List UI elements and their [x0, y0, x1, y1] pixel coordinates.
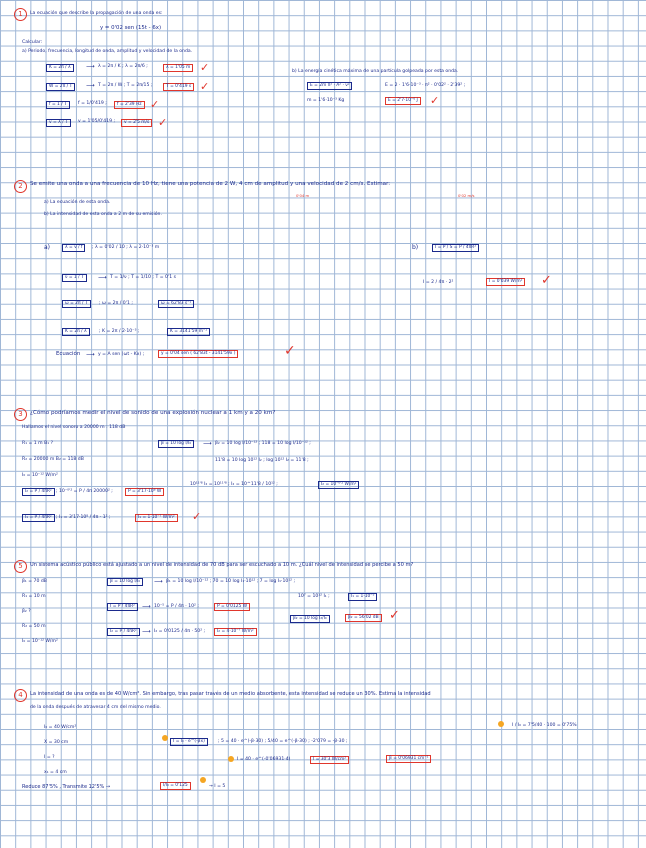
reduce-transmit-note: Reduce 87'5% , Transmite 12'5% →	[22, 784, 111, 790]
problem-3-number: 3	[14, 408, 27, 421]
problem-5-number: 5	[14, 560, 27, 573]
thickness: X = 30 cm	[44, 740, 69, 745]
reference-intensity: I₀ = 10⁻¹² W/m²	[22, 473, 58, 478]
intensity-calc: I = 2 / 4π · 2²	[423, 280, 454, 285]
wavelength-calc: λ = 2π / K ; λ = 2π/6 ;	[98, 64, 148, 69]
wavenumber-calc: ; K = 2π / 2·10⁻³ ;	[99, 329, 140, 334]
unknown-intensity: I = ?	[44, 755, 55, 760]
period-formula: ν = 1 / T	[62, 274, 87, 282]
intensity-formula: I = P / 4πR²	[107, 603, 138, 611]
intensity-result: I = 30'3 W/cm²	[310, 756, 349, 764]
amplitude-note: 0'04 m	[296, 193, 310, 198]
intensity-formula: I = P / S = P / 4πR²	[432, 244, 479, 252]
marker-dot-icon	[498, 721, 504, 727]
frequency-result: f = 2'39 Hz	[114, 101, 145, 109]
power-result: P = 0'0125 W	[214, 603, 250, 611]
distance-1: R₁ = 1 m B₁ ?	[22, 441, 54, 446]
intensity-2-calc: I₂ = 0'0125 / 4π · 50² ;	[154, 629, 206, 634]
level-2-unknown: β₂ ?	[22, 609, 31, 614]
wavenumber-result: K = 3141'59 m⁻¹	[167, 328, 210, 336]
problem-2-number: 2	[14, 180, 27, 193]
check-icon: ✓	[541, 273, 552, 288]
wavelength-result: λ = 1'05 m	[163, 64, 193, 72]
problem-2-part-a: a) La ecuación de esta onda.	[44, 200, 111, 205]
intensity-1-formula: I₁ = P / 4πR²	[22, 514, 55, 522]
intensity-ratio-calc: I / I₀ = 7'5/40 · 100 = 0'75%	[512, 723, 577, 728]
angular-frequency-formula: ω = 2π / T	[62, 300, 91, 308]
velocity-formula: v = λ / T	[46, 119, 71, 127]
frequency-calc: f = 1/0'419 ;	[78, 101, 107, 106]
sound-level-formula: β = 10 log I/I₀	[107, 578, 143, 586]
intensity-1-result: I₁ = 1·10⁻⁷ W/m²	[135, 514, 178, 522]
intensity-exponent-step: 10⁷ = 10¹² I₁ ;	[298, 594, 330, 599]
problem-1-calc-label: Calcular:	[22, 40, 43, 45]
sound-level-calc: β₁ = 10 log I/10⁻¹² ; 70 = 10 log I₁·10¹² ; 7 = log I₁·10¹² ;	[166, 579, 296, 584]
intensity-calc: I = 40 · e^(-0'06931·4)	[237, 757, 291, 762]
intensity-2-result: I₂ = 10⁻⁰'² W/m²	[318, 481, 359, 489]
arrow-icon: ⟶	[98, 274, 107, 281]
arrow-icon: ⟶	[203, 440, 212, 447]
ratio-result: I/I₀ = 0'125	[160, 782, 191, 790]
wave-equation-result: y = 0'04 sen ( 62'83t - 3141'59x )	[158, 350, 238, 358]
distance-1: R₁ = 10 m	[22, 594, 46, 599]
problem-4-statement: La intensidad de una onda es de 40 W/cm². Sin embargo, tras pasar través de un medio absorbente, esta intensidad se reduce un 30%. Estima la intensidad	[30, 691, 431, 697]
distance-2: R₂ = 20000 m B₂ = 118 dB	[22, 457, 84, 462]
marker-dot-icon	[200, 777, 206, 783]
problem-1-part-a: a) Periodo, frecuencia, longitud de onda, amplitud y velocidad de la onda.	[22, 49, 193, 54]
thickness-2: x₁ = 4 cm	[44, 770, 67, 775]
check-icon: ✓	[389, 608, 400, 623]
velocity-calc: v = 1'05/0'419 ;	[78, 119, 116, 124]
absorption-formula: I = I₀ · e^(-βx)	[170, 738, 208, 746]
wavelength-calc: ; λ = 0'02 / 10 ; λ = 2·10⁻³ m	[92, 245, 160, 250]
angular-frequency-formula: W = 2π / T	[46, 83, 75, 91]
arrow-icon: ⟶	[86, 351, 95, 358]
problem-2-statement: Se emite una onda a una frecuencia de 10 Hz, tiene una potencia de 2 W, 4 cm de amplitud y una velocidad de 2 cm/s. Estimar:	[30, 181, 391, 187]
check-icon: ✓	[200, 61, 210, 74]
absorption-coefficient-result: β = 0'06931 cm⁻¹	[386, 755, 431, 763]
sound-level-formula: β = 10 log I/I₀	[158, 440, 194, 448]
part-b-label: b)	[412, 244, 419, 251]
wavelength-formula: λ = v / f	[62, 244, 85, 252]
final-intensity: → I = 5	[209, 784, 226, 789]
problem-4-statement-2: de la onda después de atravesar 4 cm del mismo medio.	[30, 705, 161, 710]
check-icon: ✓	[200, 80, 210, 93]
kinetic-energy-result: E = 2'7·10⁻⁶ J	[385, 97, 421, 105]
problem-4-number: 4	[14, 689, 27, 702]
check-icon: ✓	[284, 343, 296, 359]
problem-3-hint: Hallamos el nivel sonoro a 20000 m : 118 dB	[22, 425, 126, 430]
kinetic-energy-formula: E = 2m π² · A² · ν²	[307, 82, 352, 90]
velocity-result: v = 2'5 m/s	[121, 119, 152, 127]
equation-label: Ecuación	[56, 351, 81, 357]
absorption-calc: ; 5 = 40 · e^(-β·30) ; 5/40 = e^(-β·30) ; -2'079 = -β·30 ;	[218, 739, 348, 744]
intensity-2-formula: I₂ = P / 4πR²	[22, 488, 55, 496]
sound-level-step-1: β₂ = 10 log I/10⁻¹² ; 118 = 10 log I/10⁻¹² ;	[215, 441, 311, 446]
initial-intensity: I₀ = 40 W/cm²	[44, 725, 77, 730]
power-calc: ; 10⁻⁰'² = P / 4π 20000² ;	[56, 489, 113, 494]
marker-dot-icon	[162, 735, 168, 741]
arrow-icon: ⟶	[86, 82, 95, 89]
intensity-1-calc: ; I₁ = 3'17·10⁸ / 4π · 1² ;	[56, 515, 111, 520]
arrow-icon: ⟶	[86, 63, 95, 70]
intensity-2-result: I₂ = 4·10⁻⁷ W/m²	[214, 628, 257, 636]
arrow-icon: ⟶	[142, 628, 151, 635]
arrow-icon: ⟶	[142, 603, 151, 610]
problem-2-part-b: b) La intensidad de esta onda a 2 m de su emisión.	[44, 212, 162, 217]
velocity-note: 0'02 m/s	[458, 193, 475, 198]
problem-1-statement: La ecuación que describe la propagación de una onda es:	[30, 11, 163, 16]
intensity-2-formula: I₂ = P / 4πR²	[107, 628, 140, 636]
intensity-result: I = 0'039 W/m²	[486, 278, 525, 286]
level-1: β₁ = 70 dB	[22, 579, 47, 584]
check-icon: ✓	[430, 94, 440, 107]
period-calc: T = 1/ν ; T = 1/10 ; T = 0'1 s	[110, 275, 176, 280]
angular-frequency-result: ω = 62'83 s⁻¹	[158, 300, 194, 308]
level-2-result: β₂ = 56'02 dB	[345, 614, 382, 622]
particle-mass: m = 1'6·10⁻³ Kg	[307, 98, 345, 103]
problem-3-statement: ¿Cómo podríamos medir el nivel de sonido de una explosión nuclear a 1 km y a 20 km?	[30, 410, 276, 416]
intensity-1-result: I₁ = 1·10⁻⁵	[348, 593, 377, 601]
wavenumber-formula: K = 2π / λ	[46, 64, 74, 72]
wavenumber-formula: K = 2π / λ	[62, 328, 90, 336]
marker-dot-icon	[228, 756, 234, 762]
angular-frequency-calc: ; ω = 2π / 0'1 ;	[99, 301, 133, 306]
level-2-formula: β₂ = 10 log I₂/I₀	[290, 615, 330, 623]
power-calc: 10⁻⁵ = P / 4π · 10² ;	[154, 604, 199, 609]
distance-2: R₂ = 50 m	[22, 624, 46, 629]
check-icon: ✓	[150, 98, 160, 111]
problem-1-number: 1	[14, 8, 27, 21]
power-result: P = 3'17·10⁸ W	[125, 488, 164, 496]
sound-level-step-2: 11'8 = 10 log 10¹² I₂ ; log 10¹² I₂ = 11'8 ;	[215, 458, 309, 463]
problem-1-equation: y = 0'02 sen (15t - 6x)	[100, 25, 162, 31]
period-calc: T = 2π / W ; T = 2π/15 ;	[98, 83, 153, 88]
frequency-formula: f = 1 / T	[46, 101, 70, 109]
intensity-2-calc: 10¹¹'⁸ I₂ = 10¹¹'⁸ ; I₂ = 10^11'8 / 10¹² ;	[190, 482, 278, 487]
general-wave-equation: y = A sen (ωt - Kx) ;	[98, 352, 145, 357]
check-icon: ✓	[192, 510, 202, 523]
check-icon: ✓	[158, 116, 168, 129]
kinetic-energy-calc: E = 2 · 1'6·10⁻³ · π² · 0'02² · 2'39² ;	[385, 83, 466, 88]
problem-5-statement: Un sistema acústico público está ajustado a un nivel de intensidad de 70 dB para ser escuchado a 10 m. ¿Cuál nivel de intensidad se percibe a 50 m?	[30, 562, 414, 568]
problem-1-part-b: b) La energía cinética máxima de una partícula golpeada por esta onda.	[292, 69, 459, 74]
reference-intensity: I₀ = 10⁻¹² W/m²	[22, 639, 58, 644]
part-a-label: a)	[44, 244, 51, 251]
period-result: T = 0'419 s	[163, 83, 194, 91]
arrow-icon: ⟶	[154, 578, 163, 585]
